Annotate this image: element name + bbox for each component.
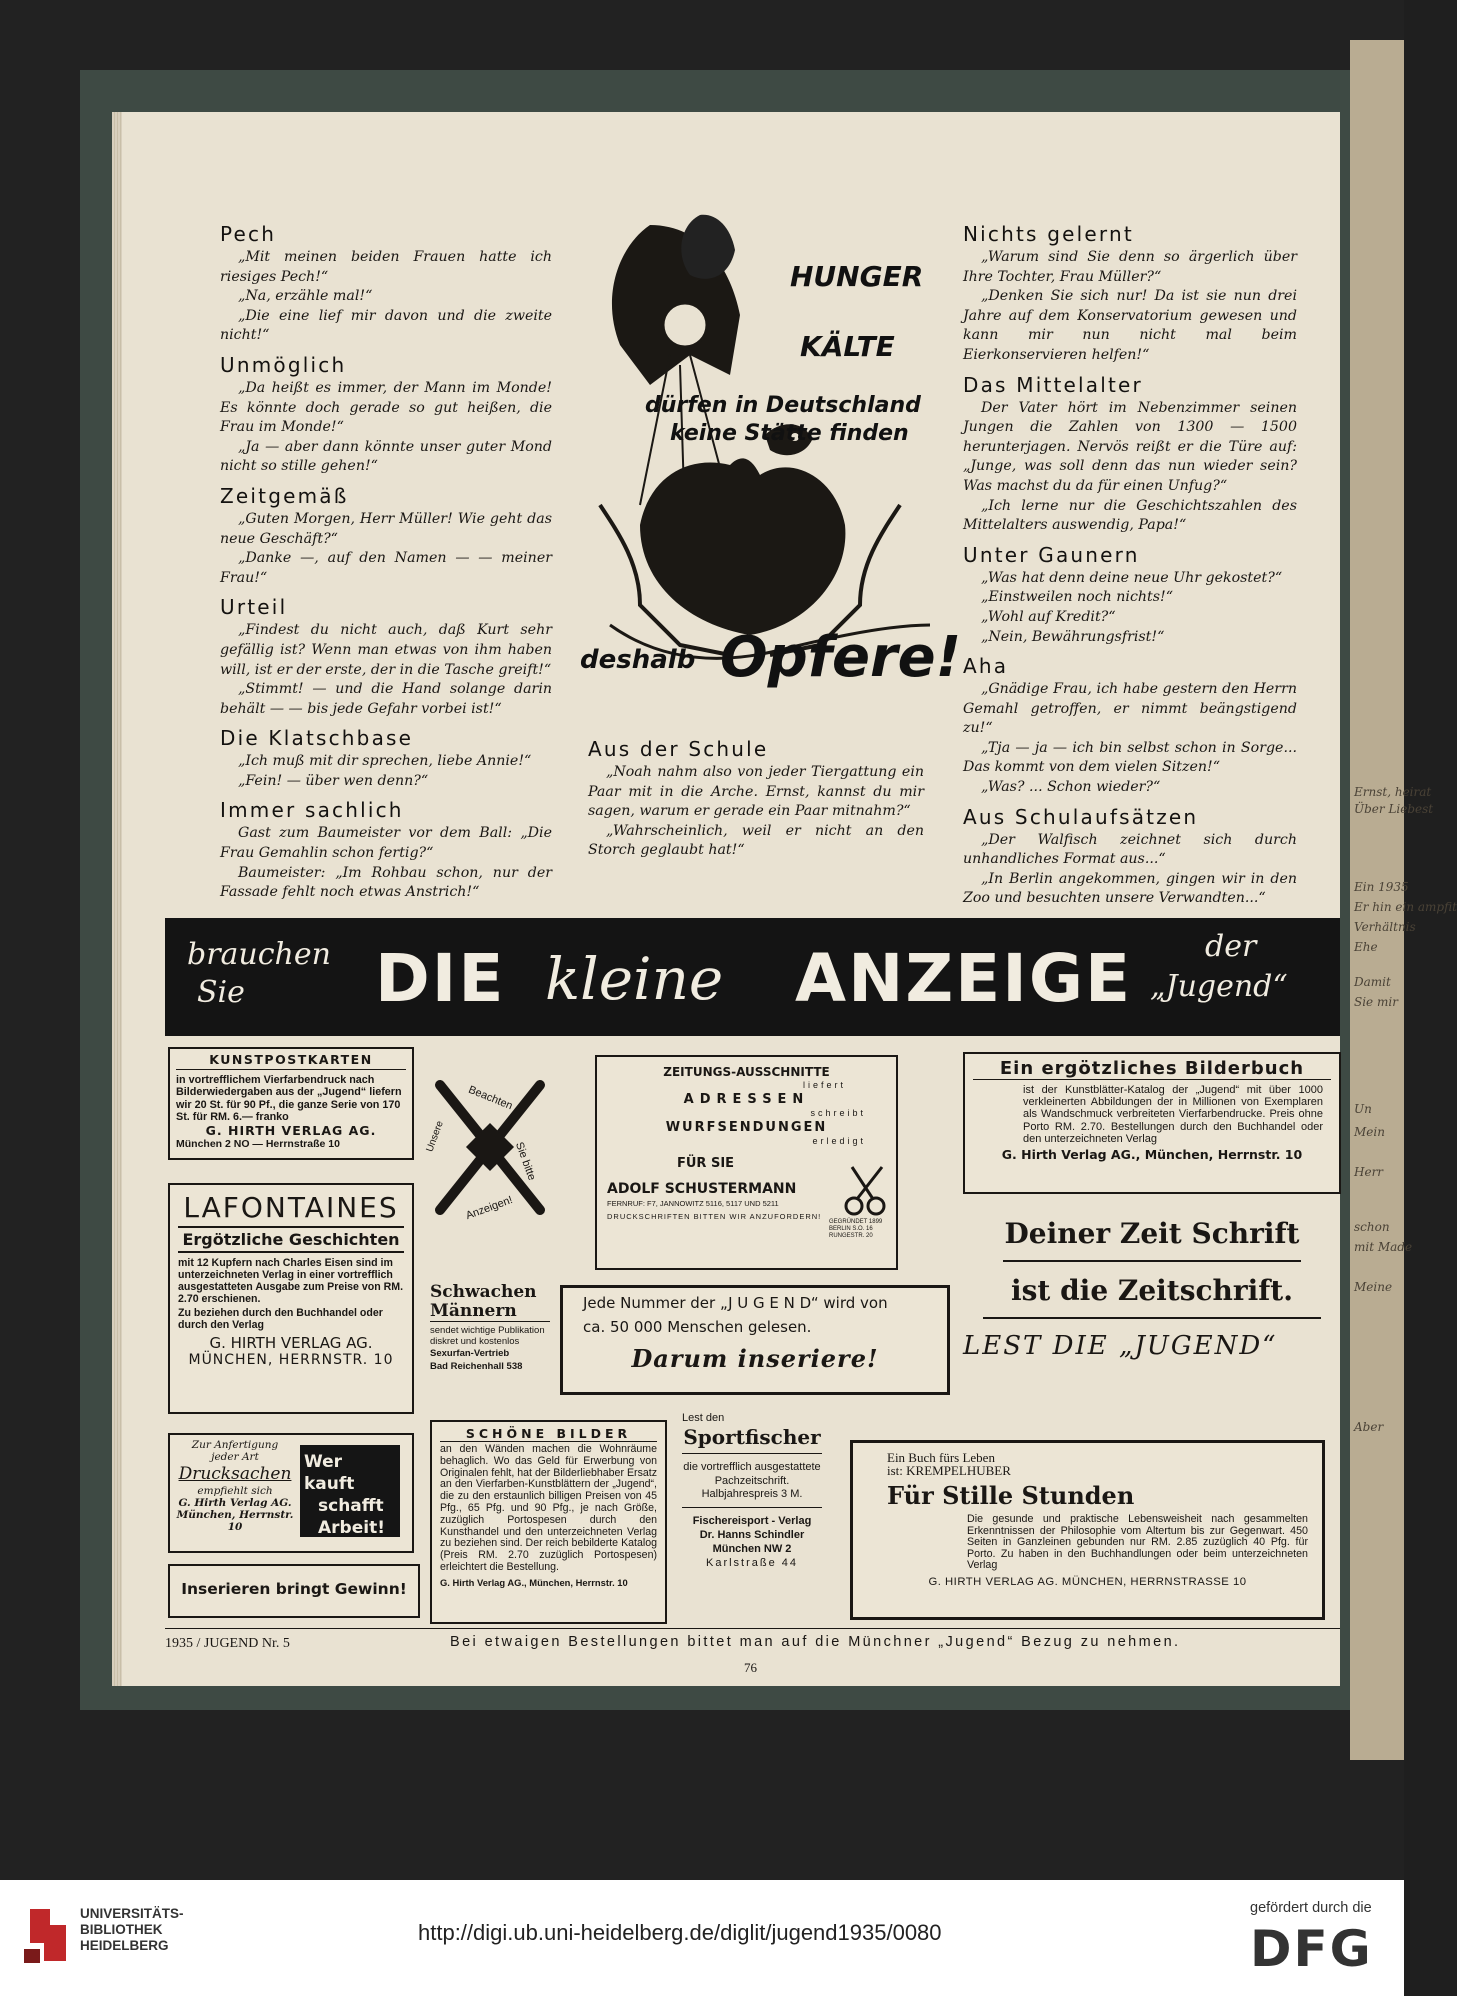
left-text-column — [220, 215, 552, 903]
ad-lafontaines — [168, 1183, 414, 1414]
section-heading: Zeitgemäß — [220, 483, 349, 508]
jede-l3: Darum inseriere! — [631, 1344, 879, 1373]
section-paragraph: „Stimmt! — und die Hand solange darin behält — — bis jede Gefahr vorbei ist!“ — [220, 681, 552, 717]
ad-sportfischer — [682, 1412, 822, 1637]
middle-text-column — [588, 730, 924, 861]
stille-body: Die gesunde und praktische Lebensweisheit nach gesammelten Erkenntnissen der Philosophie vom Altertum bis zur Gegenwart. 450 Seiten in Ganzleinen gebunden nur RM. 2.85 zuzüglich 40 Pfg. für Porto. Zu haben in den Buchhandlungen oder beim unterzeichneten Verlag — [967, 1513, 1308, 1571]
section-paragraph: „Warum sind Sie denn so ärgerlich über Ihre Tochter, Frau Müller?“ — [963, 249, 1297, 285]
section-paragraph: „Nein, Bewährungsfrist!“ — [981, 628, 1165, 645]
druck-l2: jeder Art — [211, 1451, 259, 1463]
library-name-2: BIBLIOTHEK — [80, 1922, 163, 1937]
section-paragraph: „Noah nahm also von jeder Tiergattung ein Paar mit in die Arche. Ernst, kannst du mir sagen, warum er gerade ein Paar mitnahm?“ — [588, 764, 924, 820]
library-name-3: HEIDELBERG — [80, 1938, 169, 1953]
ad-bilderbuch — [963, 1052, 1341, 1194]
ad-jede-nummer — [560, 1285, 950, 1395]
section-heading: Pech — [220, 222, 277, 246]
poster-line-3: dürfen in Deutschland — [645, 393, 921, 418]
banner-script-left-2: Sie — [197, 975, 245, 1010]
section-paragraph: „Danke —, auf den Namen — — meiner Frau!“ — [220, 550, 552, 586]
poster-line-5: deshalb — [580, 645, 696, 675]
permalink-url[interactable]: http://digi.ub.uni-heidelberg.de/diglit/jugend1935/0080 — [418, 1920, 942, 1945]
sport-title: Sportfischer — [682, 1425, 822, 1454]
section-paragraph: „Da heißt es immer, der Mann im Monde! Es könnte doch gerade so gut heißen, die Frau im Monde!“ — [220, 379, 552, 436]
scissors-icon — [842, 1162, 892, 1222]
classifieds-banner — [165, 918, 1340, 1036]
fragment-line: Damit — [1354, 975, 1391, 989]
section-paragraph: „Ich muß mit dir sprechen, liebe Annie!“ — [238, 753, 532, 770]
laf-address: MÜNCHEN, HERRNSTR. 10 — [188, 1352, 394, 1368]
section-paragraph: „Mit meinen beiden Frauen hatte ich riesiges Pech!“ — [220, 249, 552, 285]
fragment-line: Ehe — [1354, 940, 1378, 954]
page-number: 76 — [744, 1660, 757, 1675]
section-heading: Die Klatschbase — [220, 726, 414, 751]
deiner-l1: Deiner Zeit Schrift — [1004, 1217, 1300, 1250]
laf-subtitle: Ergötzliche Geschichten — [178, 1226, 404, 1253]
viewer-footer — [0, 1880, 1404, 1996]
section-paragraph: Der Vater hört im Nebenzimmer seinen Jungen die Zahlen von 1300 — 1500 herunterjagen. Nervös reißt er die Türe auf: „Junge, was soll denn das nun wieder sein? Was machst du da für einen Unfug?“ — [963, 399, 1297, 494]
banner-word-die: DIE — [375, 940, 506, 1017]
sport-street: Karlstraße 44 — [705, 1557, 799, 1569]
section-paragraph: „Was? ... Schon wieder?“ — [981, 779, 1161, 796]
schw-title2: Männern — [430, 1302, 550, 1322]
section-paragraph: „Einstweilen noch nichts!“ — [981, 589, 1173, 606]
ad-title: KUNSTPOSTKARTEN — [176, 1052, 406, 1070]
jede-l2: ca. 50 000 Menschen gelesen. — [583, 1318, 812, 1336]
deiner-l3: LEST DIE „JUGEND“ — [963, 1331, 1278, 1361]
winter-relief-poster — [580, 205, 962, 710]
section-paragraph: Gast zum Baumeister vor dem Ball: „Die Frau Gemahlin schon fertig?“ — [220, 825, 552, 862]
schoene-title: SCHÖNE BILDER — [440, 1426, 657, 1442]
fragment-line: Er hin ein ampfit — [1354, 900, 1457, 914]
funding-note: gefördert durch die — [1250, 1900, 1372, 1916]
zeit-addr1: FERNRUF: F7, JANNOWITZ 5116, 5117 UND 5211 — [607, 1199, 779, 1208]
section-heading: Aus der Schule — [588, 737, 769, 761]
ad-drucksachen — [168, 1433, 414, 1553]
section-heading: Unter Gaunern — [963, 542, 1140, 567]
druck-text — [176, 1439, 294, 1533]
section-paragraph: „Wahrscheinlich, weil er nicht an den Storch geglaubt hat!“ — [588, 822, 924, 859]
fragment-line: mit Made — [1354, 1240, 1413, 1254]
fragment-line: schon — [1354, 1220, 1390, 1234]
beachten-l1: Beachten — [466, 1083, 515, 1113]
druck-l5: G. Hirth Verlag AG. — [178, 1497, 292, 1509]
zeit-stamp-3: RUNGESTR. 20 — [829, 1233, 873, 1239]
right-text-column — [963, 215, 1297, 909]
sport-body: die vortrefflich ausgestattete Pachzeitschrift. — [683, 1461, 821, 1487]
zeit-addr2: DRUCKSCHRIFTEN BITTEN WIR ANZUFORDERN! — [607, 1212, 822, 1221]
fragment-line: Mein — [1354, 1125, 1385, 1139]
schw-address: Bad Reichenhall 538 — [430, 1361, 523, 1372]
banner-script-right-1: der — [1205, 929, 1257, 964]
footer-rule — [165, 1628, 1340, 1629]
section-paragraph: „Guten Morgen, Herr Müller! Wie geht das neue Geschäft?“ — [220, 510, 552, 547]
schoene-firm: G. Hirth Verlag AG., München, Herrnstr. 10 — [440, 1576, 628, 1588]
section-heading: Immer sachlich — [220, 798, 404, 823]
ad-schoene-bilder — [430, 1420, 667, 1624]
fragment-line: Un — [1354, 1102, 1372, 1116]
banner-word-kleine: kleine — [545, 945, 724, 1013]
druck-badge-3: Arbeit! — [318, 1518, 385, 1538]
schw-title1: Schwachen — [430, 1282, 537, 1302]
section-paragraph: „Der Walfisch zeichnet sich durch unhandliches Format aus...“ — [963, 831, 1297, 868]
section-paragraph: „Denken Sie sich nur! Da ist sie nun drei Jahre auf dem Konservatorium gewesen und kann mir nun nicht mal beim Eierkonservieren helfen!“ — [963, 288, 1297, 363]
druck-l3: Drucksachen — [178, 1464, 292, 1484]
ad-stille-stunden — [850, 1440, 1325, 1620]
section-paragraph: „Tja — ja — ich bin selbst schon in Sorge... Das kommt von dem vielen Sitzen!“ — [963, 739, 1297, 776]
footer-notice: Bei etwaigen Bestellungen bittet man auf die Münchner „Jugend“ Bezug zu nehmen. — [450, 1634, 1181, 1650]
laf-title: LAFONTAINES — [183, 1191, 399, 1224]
stille-firm: G. HIRTH VERLAG AG. MÜNCHEN, HERRNSTRASSE 10 — [928, 1575, 1247, 1588]
zeit-l1b: liefert — [802, 1080, 846, 1090]
druck-badge-2: schafft — [318, 1496, 384, 1516]
section-paragraph: „Findest du nicht auch, daß Kurt sehr gefällig ist? Wenn man etwas von ihm haben will, ist er der erste, der in die Tasche greift!“ — [220, 622, 552, 678]
section-paragraph: „Wohl auf Kredit?“ — [981, 608, 1116, 625]
dfg-logo: DFG — [1250, 1920, 1373, 1978]
fragment-line: Herr — [1354, 1165, 1384, 1179]
poster-line-6: Opfere! — [720, 625, 962, 690]
laf-body2: Zu beziehen durch den Buchhandel oder durch den Verlag — [178, 1307, 383, 1331]
sport-city: München NW 2 — [712, 1543, 792, 1555]
section-paragraph: „In Berlin angekommen, gingen wir in den Zoo und besuchten unsere Verwandten...“ — [963, 870, 1297, 907]
fragment-line: Sie mir — [1354, 995, 1398, 1009]
ad-deiner-zeit — [963, 1205, 1341, 1395]
druck-l1: Zur Anfertigung — [191, 1439, 279, 1451]
schw-body: sendet wichtige Publikation diskret und kostenlos — [430, 1325, 545, 1347]
section-paragraph: „Die eine lief mir davon und die zweite nicht!“ — [220, 307, 552, 344]
beachten-l3: Unsere — [424, 1119, 446, 1154]
stille-l2: ist: KREMPELHUBER — [887, 1463, 1011, 1478]
zeit-l2: ADRESSEN — [683, 1092, 810, 1107]
sport-firm1: Fischereisport - Verlag — [692, 1515, 812, 1527]
section-heading: Nichts gelernt — [963, 222, 1134, 246]
ad-zeitungsausschnitte — [595, 1055, 898, 1270]
laf-firm: G. HIRTH VERLAG AG. — [209, 1334, 373, 1352]
poster-word-kaelte: KÄLTE — [800, 330, 895, 363]
zeit-l1: ZEITUNGS-AUSSCHNITTE — [663, 1065, 830, 1079]
section-paragraph: „Ich lerne nur die Geschichtszahlen des Mittelalters auswendig, Papa!“ — [963, 497, 1297, 534]
section-paragraph: „Was hat denn deine neue Uhr gekostet?“ — [981, 569, 1283, 586]
druck-l4: empfiehlt sich — [197, 1485, 273, 1497]
section-paragraph: „Gnädige Frau, ich habe gestern den Herrn Gemahl getroffen, er nimmt beängstigend zu!“ — [963, 681, 1297, 737]
section-heading: Aha — [963, 654, 1009, 679]
library-name-1: UNIVERSITÄTS- — [80, 1906, 184, 1921]
fragment-line: Verhältnis — [1354, 920, 1416, 934]
zeit-firm: ADOLF SCHUSTERMANN — [607, 1181, 797, 1197]
bild-body: ist der Kunstblätter-Katalog der „Jugend“ mit über 1000 verkleinerten Abbildungen der in Millionen von Exemplaren als Wandschmuck verbreiteten Vierfarbendrucke. Preis ohne Porto RM. 2.70. Bestellungen durch den Buchhandel oder den unterzeichneten Verlag — [1023, 1084, 1323, 1145]
adjacent-page-fragment — [1350, 40, 1457, 1760]
library-logo-icon — [20, 1903, 70, 1965]
stille-l1: Ein Buch fürs Leben — [887, 1450, 995, 1465]
stille-title: Für Stille Stunden — [887, 1481, 1135, 1510]
divider — [1003, 1260, 1301, 1262]
section-heading: Unmöglich — [220, 352, 347, 377]
schw-firm: Sexurfan-Vertrieb — [430, 1348, 510, 1359]
zeit-l4: FÜR SIE — [677, 1156, 735, 1171]
library-name — [80, 1906, 184, 1954]
fragment-line: Aber — [1354, 1420, 1384, 1434]
ad-body: in vortrefflichem Vierfarbendruck nach Bilderwiedergaben aus der „Jugend“ liefern wir 20 St. für 90 Pf., die ganze Serie von 170 St. für RM. 6.— franko — [176, 1074, 402, 1123]
banner-script-right-2: „Jugend“ — [1150, 969, 1288, 1004]
fragment-line: Ein 1935 — [1354, 880, 1409, 894]
laf-body: mit 12 Kupfern nach Charles Eisen sind im unterzeichneten Verlag in einer vortrefflich ausgestatteten Ausgabe zum Preise von RM. 2.70 erschienen. — [178, 1257, 404, 1305]
poster-word-hunger: HUNGER — [790, 260, 924, 293]
fragment-line: Über Liebest — [1354, 802, 1434, 816]
poster-line-4: keine Stätte finden — [670, 421, 909, 446]
druck-badge-1: Wer kauft — [304, 1452, 355, 1494]
bild-firm: G. Hirth Verlag AG., München, Herrnstr. 10 — [1001, 1147, 1303, 1163]
ad-firm: G. HIRTH VERLAG AG. — [205, 1123, 377, 1139]
zeit-l2b: schreibt — [810, 1108, 866, 1118]
section-paragraph: „Fein! — über wen denn?“ — [238, 772, 429, 789]
fragment-line: Ernst, heirat — [1354, 785, 1432, 799]
banner-script-left-1: brauchen — [187, 937, 331, 972]
ad-schwachen — [430, 1283, 550, 1403]
bild-title: Ein ergötzliches Bilderbuch — [973, 1058, 1331, 1080]
beachten-l2: Sie bitte — [512, 1140, 538, 1183]
schoene-body: an den Wänden machen die Wohnräume behaglich. Wo das Geld für Erwerbung von Originalen fehlt, hat der Bilderliebhaber Ersatz an den Vierfarben-Kunstblättern der „Jugend“, die zu den erstaunlich billigen Preisen von 45 Pfg., 65 Pfg. und 90 Pfg., je nach Größe, zuzüglich Portospesen durch den Kunsthandel und den unterzeichneten Verlag zu beziehen sind. Der reich bebilderte Katalog (Preis RM. 2.70 zuzüglich Portospesen) erleichtert die Bestellung. — [440, 1443, 657, 1573]
zeit-stamp — [829, 1219, 882, 1240]
ad-kunstpostkarten — [168, 1047, 414, 1160]
deiner-l2: ist die Zeitschrift. — [1011, 1274, 1293, 1307]
section-heading: Urteil — [220, 595, 288, 620]
ad-beachten — [425, 1060, 555, 1240]
banner-word-anzeige: ANZEIGE — [795, 940, 1133, 1017]
druck-l6: München, Herrnstr. 10 — [176, 1509, 294, 1533]
sport-price: Halbjahrespreis 3 M. — [682, 1488, 822, 1508]
footer-issue: 1935 / JUGEND Nr. 5 — [165, 1636, 290, 1651]
fragment-line: Meine — [1354, 1280, 1393, 1294]
ad-inserieren — [168, 1564, 420, 1618]
sport-firm2: Dr. Hanns Schindler — [699, 1529, 805, 1541]
inserieren-text: Inserieren bringt Gewinn! — [181, 1580, 407, 1598]
sport-l1: Lest den — [682, 1412, 725, 1424]
beachten-l4: Anzeigen! — [464, 1194, 515, 1223]
jede-l1: Jede Nummer der „J U G E N D“ wird von — [583, 1294, 888, 1312]
druck-badge — [300, 1445, 400, 1537]
ad-address: München 2 NO — Herrnstraße 10 — [176, 1138, 340, 1151]
zeit-stamp-1: GEGRÜNDET 1899 — [829, 1219, 883, 1225]
section-heading: Aus Schulaufsätzen — [963, 804, 1199, 829]
section-paragraph: Baumeister: „Im Rohbau schon, nur der Fassade fehlt noch etwas Anstrich!“ — [220, 864, 552, 901]
zeit-stamp-2: BERLIN S.O. 16 — [829, 1226, 873, 1232]
zeit-l3b: erledigt — [812, 1136, 866, 1146]
section-paragraph: „Na, erzähle mal!“ — [238, 288, 373, 305]
section-paragraph: „Ja — aber dann könnte unser guter Mond nicht so stille gehen!“ — [220, 438, 552, 475]
divider — [983, 1317, 1321, 1319]
section-heading: Das Mittelalter — [963, 372, 1143, 397]
zeit-l3: WURFSENDUNGEN — [665, 1120, 828, 1135]
